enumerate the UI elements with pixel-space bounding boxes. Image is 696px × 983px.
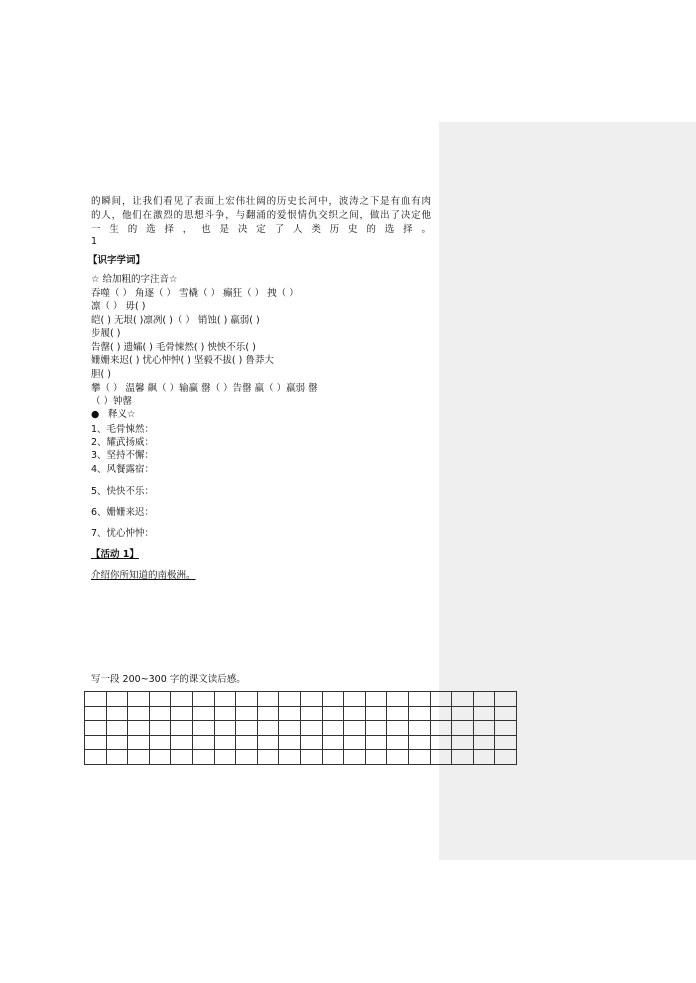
grid-row	[85, 735, 517, 750]
writing-prompt: 写一段 200~300 字的课文读后感。	[91, 674, 246, 685]
meaning-item: 6、姗姗来迟：	[91, 507, 155, 518]
vocab-subheading: ☆ 给加粗的字注音☆	[91, 274, 178, 285]
vocab-line: （ ）钟罄	[91, 396, 133, 407]
vocab-heading: 【识字学词】	[88, 255, 146, 266]
writing-grid[interactable]	[84, 691, 517, 765]
grid-row	[85, 692, 517, 707]
vocab-line: 姗姗来迟( ) 忧心忡忡( ) 坚毅不拔( ) 鲁莽大	[91, 355, 274, 366]
grid-row	[85, 721, 517, 736]
meaning-item: 2、耀武扬威：	[91, 437, 155, 448]
meaning-item: 1、毛骨悚然：	[91, 424, 155, 435]
meaning-item: 3、坚持不懈：	[91, 450, 155, 461]
vocab-line: 告罄( ) 遗孀( ) 毛骨悚然( ) 怏怏不乐( )	[91, 342, 256, 353]
meaning-item: 5、快快不乐：	[91, 486, 155, 497]
activity-prompt: 介绍你所知道的南极洲。	[91, 570, 196, 581]
intro-line-4: 1	[91, 236, 98, 247]
vocab-line: 皑( ) 无垠( )凛冽( )（ ） 销蚀( ) 羸弱( )	[91, 315, 260, 326]
activity-heading: 【活动 1】	[91, 549, 139, 560]
intro-line-1: 的瞬间，让我们看见了表面上宏伟壮阔的历史长河中，波涛之下是有血有肉	[91, 196, 431, 207]
intro-line-2: 的人，他们在激烈的思想斗争，与翻涌的爱恨情仇交织之间，做出了决定他	[91, 210, 431, 221]
grid-row	[85, 706, 517, 721]
meaning-item: 4、风餐露宿：	[91, 464, 155, 475]
vocab-line: 凛（ ） 毋( )	[91, 301, 146, 312]
vocab-line: 步履( )	[91, 328, 121, 339]
bullet-icon: ●	[91, 409, 100, 420]
vocab-line: 攀（ ） 温馨 飙（ ）输赢 罄（ ）告罄 羸（ ）羸弱 罄	[91, 383, 318, 394]
vocab-line: 吞噬（ ） 角逐（ ） 雪橇（ ） 癫狂（ ） 拽（ ）	[91, 288, 299, 299]
grid-row	[85, 750, 517, 765]
meaning-item: 7、忧心忡忡：	[91, 528, 155, 539]
intro-line-3: 一生的选择，也是决定了人类历史的选择。	[91, 224, 431, 235]
vocab-line: 胆( )	[91, 369, 111, 380]
meaning-heading: 释义☆	[108, 409, 136, 420]
